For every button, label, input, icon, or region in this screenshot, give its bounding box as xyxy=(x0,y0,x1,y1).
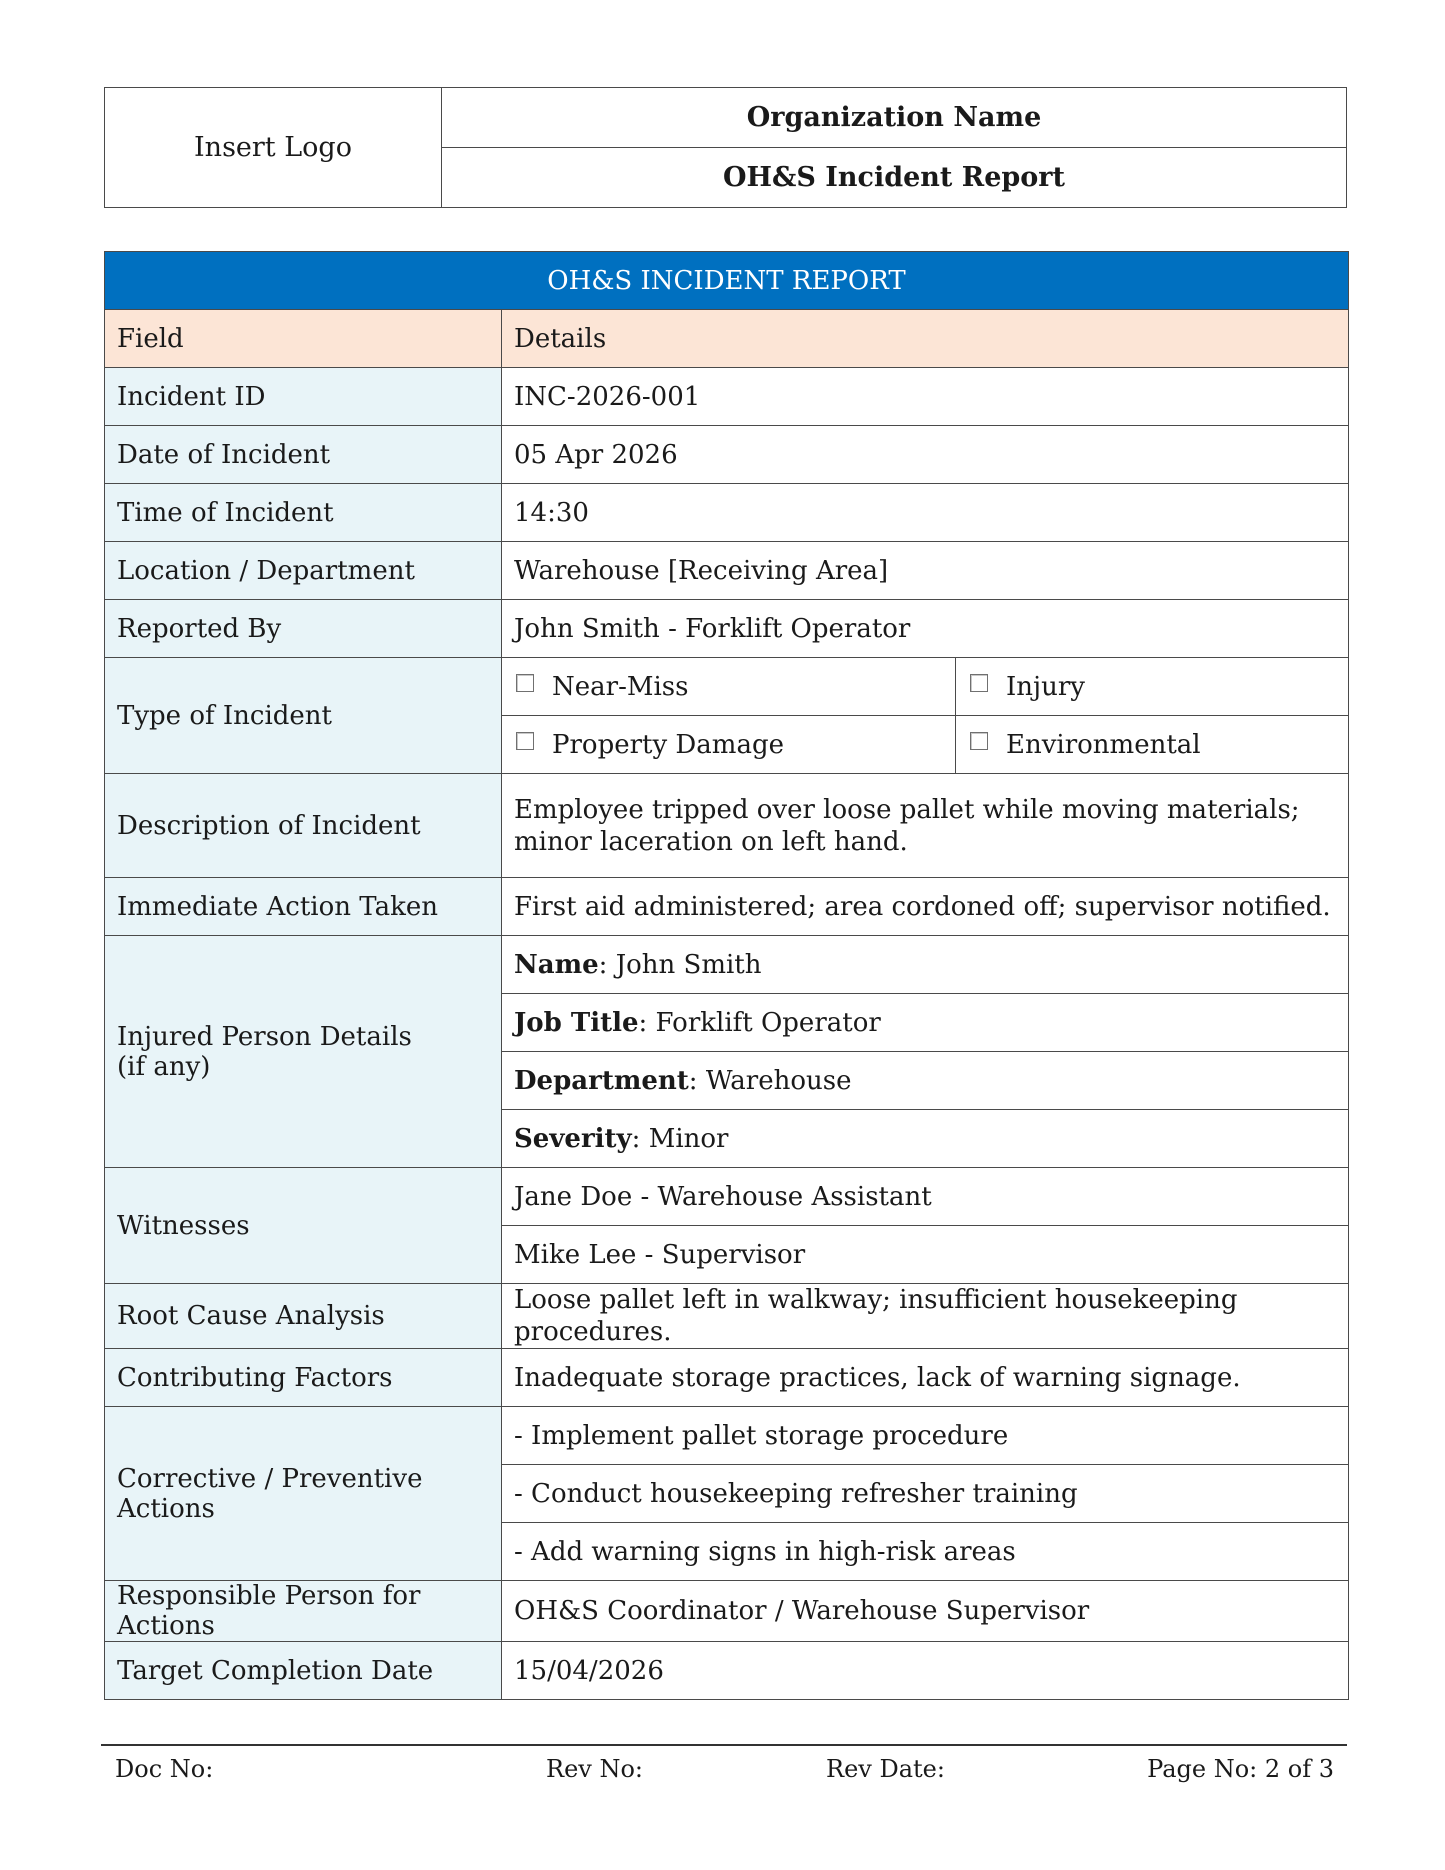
table-row xyxy=(105,484,1349,542)
field-label: Description of Incident xyxy=(105,774,502,878)
field-value: : John Smith xyxy=(598,949,762,980)
field-label: Target Completion Date xyxy=(105,1642,502,1700)
action-item: - Implement pallet storage procedure xyxy=(502,1407,1349,1465)
column-header-details: Details xyxy=(502,310,1349,368)
field-key: Job Title xyxy=(514,1007,639,1038)
field-label: Time of Incident xyxy=(105,484,502,542)
incident-report-table xyxy=(104,251,1349,1700)
checkbox-label: Environmental xyxy=(1006,729,1201,760)
field-value: Inadequate storage practices, lack of warning signage. xyxy=(502,1349,1349,1407)
checkbox-label: Injury xyxy=(1006,671,1085,702)
table-row xyxy=(105,1349,1349,1407)
table-row xyxy=(105,600,1349,658)
action-item: - Add warning signs in high-risk areas xyxy=(502,1523,1349,1581)
field-value: OH&S Coordinator / Warehouse Supervisor xyxy=(502,1581,1349,1642)
table-row xyxy=(105,658,1349,716)
action-item: - Conduct housekeeping refresher training xyxy=(502,1465,1349,1523)
field-value: : Forklift Operator xyxy=(638,1007,881,1038)
document-title: OH&S Incident Report xyxy=(442,148,1347,208)
checkbox-label: Property Damage xyxy=(552,729,784,760)
field-value: 05 Apr 2026 xyxy=(502,426,1349,484)
document-header xyxy=(104,87,1347,208)
field-value: First aid administered; area cordoned off; supervisor notified. xyxy=(502,878,1349,936)
checkbox-near-miss[interactable] xyxy=(502,658,956,716)
field-label: Reported By xyxy=(105,600,502,658)
checkbox-label: Near-Miss xyxy=(552,671,689,702)
field-value: Warehouse [Receiving Area] xyxy=(502,542,1349,600)
report-table-title: OH&S INCIDENT REPORT xyxy=(105,252,1349,310)
injured-department xyxy=(502,1052,1349,1110)
field-value: Employee tripped over loose pallet while moving materials; minor laceration on left hand. xyxy=(502,774,1349,878)
field-label: Contributing Factors xyxy=(105,1349,502,1407)
checkbox-property-damage[interactable] xyxy=(502,716,956,774)
field-key: Department xyxy=(514,1065,689,1096)
table-row xyxy=(105,426,1349,484)
field-label: Root Cause Analysis xyxy=(105,1284,502,1349)
checkbox-icon[interactable] xyxy=(516,674,534,692)
checkbox-icon[interactable] xyxy=(970,732,988,750)
table-row xyxy=(105,1581,1349,1642)
field-value: John Smith - Forklift Operator xyxy=(502,600,1349,658)
injured-job-title xyxy=(502,994,1349,1052)
table-row xyxy=(105,1284,1349,1349)
field-key: Name xyxy=(514,949,599,980)
injured-severity xyxy=(502,1110,1349,1168)
field-label: Witnesses xyxy=(105,1168,502,1284)
table-row xyxy=(105,542,1349,600)
organization-name: Organization Name xyxy=(442,88,1347,148)
field-label xyxy=(105,936,502,1168)
checkbox-icon[interactable] xyxy=(970,674,988,692)
table-row xyxy=(105,936,1349,994)
field-label: Incident ID xyxy=(105,368,502,426)
field-value: 15/04/2026 xyxy=(502,1642,1349,1700)
field-label: Responsible Person for Actions xyxy=(105,1581,502,1642)
field-label: Date of Incident xyxy=(105,426,502,484)
field-label: Corrective / Preventive Actions xyxy=(105,1407,502,1581)
checkbox-environmental[interactable] xyxy=(956,716,1349,774)
field-value: Loose pallet left in walkway; insufficient housekeeping procedures. xyxy=(502,1284,1349,1349)
footer-doc-no: Doc No: xyxy=(115,1755,214,1783)
field-label: Location / Department xyxy=(105,542,502,600)
footer-rev-date: Rev Date: xyxy=(826,1755,945,1783)
field-label: Type of Incident xyxy=(105,658,502,774)
field-value: INC-2026-001 xyxy=(502,368,1349,426)
table-row xyxy=(105,1642,1349,1700)
field-label-line: Injured Person Details xyxy=(117,1021,412,1052)
checkbox-injury[interactable] xyxy=(956,658,1349,716)
footer-rev-no: Rev No: xyxy=(546,1755,643,1783)
checkbox-icon[interactable] xyxy=(516,732,534,750)
footer-page-no: Page No: 2 of 3 xyxy=(1147,1755,1334,1783)
column-header-field: Field xyxy=(105,310,502,368)
field-label-line: (if any) xyxy=(117,1051,211,1082)
field-value: 14:30 xyxy=(502,484,1349,542)
table-row xyxy=(105,1168,1349,1226)
field-value: : Warehouse xyxy=(688,1065,852,1096)
logo-placeholder: Insert Logo xyxy=(105,88,442,208)
table-row xyxy=(105,1407,1349,1465)
table-row xyxy=(105,774,1349,878)
field-key: Severity xyxy=(514,1123,632,1154)
table-row xyxy=(105,368,1349,426)
footer-divider xyxy=(101,1744,1347,1746)
witness-item: Jane Doe - Warehouse Assistant xyxy=(502,1168,1349,1226)
injured-name xyxy=(502,936,1349,994)
field-value: : Minor xyxy=(631,1123,729,1154)
table-row xyxy=(105,878,1349,936)
field-label: Immediate Action Taken xyxy=(105,878,502,936)
witness-item: Mike Lee - Supervisor xyxy=(502,1226,1349,1284)
